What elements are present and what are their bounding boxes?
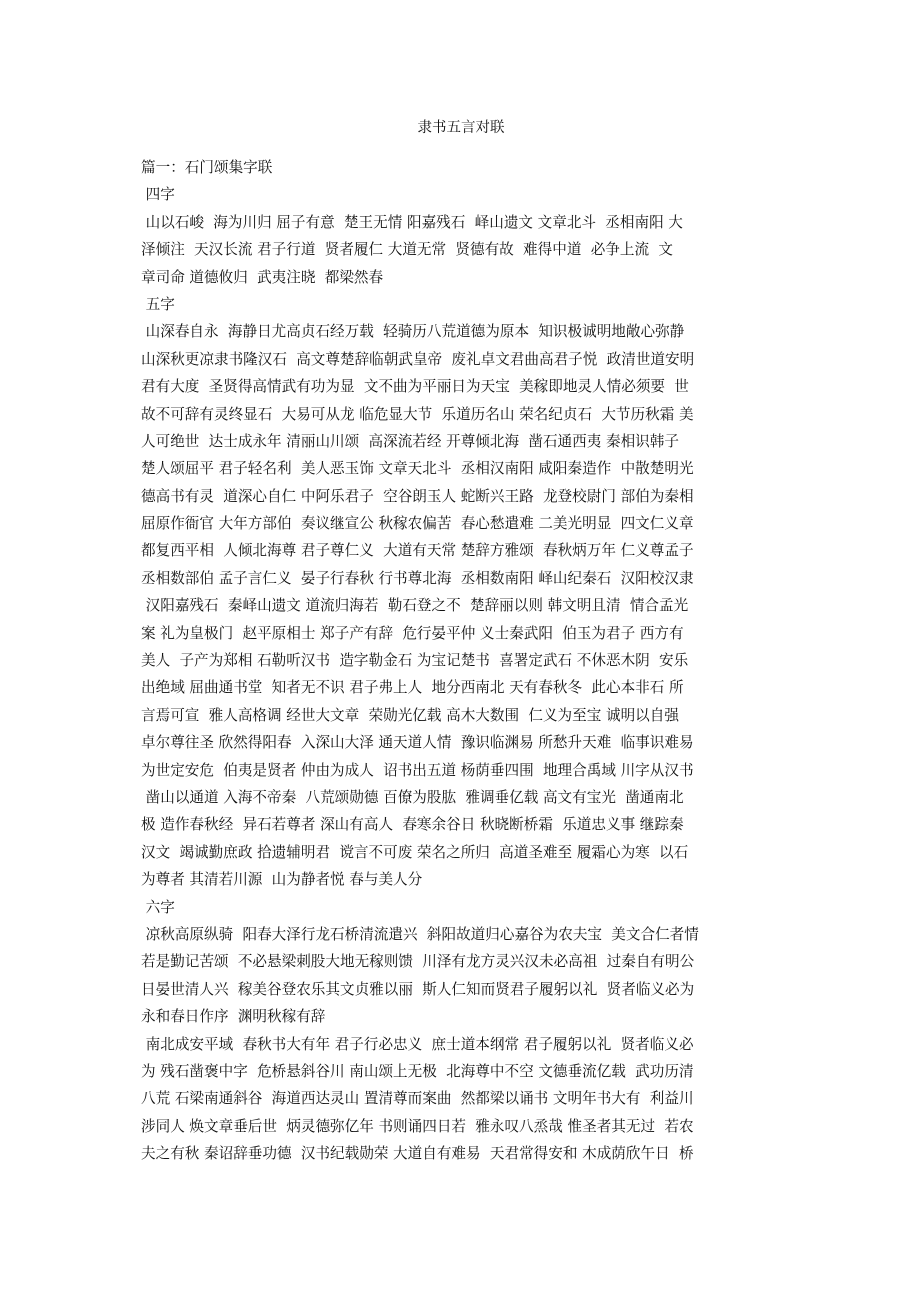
- text-line: 凿山以通道 入海不帝秦 八荒颂勋德 百僚为股肱 雅调垂亿载 高文有宝光 凿通南北: [141, 788, 684, 806]
- text-line: 出绝域 屈曲通书堂 知者无不识 君子弗上人 地分西南北 天有春秋冬 此心本非石 所: [141, 679, 684, 697]
- text-line: 山以石峻 海为川归 屈子有意 楚王无情 阳嘉残石 峄山遗文 文章北斗 丞相南阳 大: [141, 213, 683, 231]
- text-line: 言焉可宣 雅人高格调 经世大文章 荣勋光亿载 高木大数围 仁义为至宝 诚明以自强: [141, 706, 679, 724]
- text-line: 若是勤记苦颂 不必悬梁刺股大地无稼则馈 川泽有龙方灵兴汉未必高祖 过秦自有明公: [141, 953, 695, 971]
- text-line: 极 造作春秋经 异石若尊者 深山有高人 春寒余谷日 秋晓断桥霜 乐道忠义事 继踪秦: [141, 816, 684, 834]
- text-line: 永和春日作序 渊明秋稼有辞: [141, 1008, 326, 1026]
- text-line: 德高书有灵 道深心自仁 中阿乐君子 空谷朗玉人 蛇断兴王路 龙登校尉门 部伯为秦相: [141, 487, 694, 505]
- text-line: 八荒 石梁南通斜谷 海道西达灵山 置清尊而案曲 然都梁以诵书 文明年书大有 利益川: [141, 1090, 694, 1108]
- text-line: 篇一：石门颂集字联: [141, 159, 273, 176]
- text-line: 都复西平相 人倾北海尊 君子尊仁义 大道有天常 楚辞方雅颂 春秋炳万年 仁义尊孟子: [141, 542, 694, 560]
- text-line: 故不可辞有灵终显石 大易可从龙 临危显大节 乐道历名山 荣名纪贞石 大节历秋霜 美: [141, 405, 694, 423]
- text-line: 四字: [141, 186, 175, 204]
- text-line: 丞相数部伯 孟子言仁义 晏子行春秋 行书尊北海 丞相数南阳 峄山纪秦石 汉阳校汉隶: [141, 569, 694, 587]
- text-line: 涉同人 焕文章垂后世 炳灵德弥亿年 书则诵四日若 雅永叹八烝哉 惟圣者其无过 若农: [141, 1117, 694, 1135]
- text-line: 楚人颂屈平 君子轻名利 美人恶玉饰 文章天北斗 丞相汉南阳 咸阳秦造作 中散楚明光: [141, 460, 694, 478]
- text-line: 山深春自永 海静日尤高贞石经万载 轻骑历八荒道德为原本 知识极诚明地敞心弥静: [141, 323, 685, 341]
- text-line: 君有大度 圣贤得高情武有功为显 文不曲为平丽日为天宝 美稼即地灵人情必须要 世: [141, 378, 689, 396]
- text-line: 山深秋更凉隶书隆汉石 高文尊楚辞临朝武皇帝 废礼卓文君曲高君子悦 政清世道安明: [141, 350, 695, 368]
- text-line: 案 礼为皇极门 赵平原相士 郑子产有辞 危行晏平仲 义士秦武阳 伯玉为君子 西方有: [141, 624, 684, 642]
- text-line: 日晏世清人兴 稼美谷登农乐其文贞雅以丽 斯人仁知而贤君子履躬以礼 贤者临义必为: [141, 980, 695, 998]
- document-body: [141, 158, 781, 1171]
- text-line: 六字: [141, 898, 175, 916]
- text-line: 卓尔尊往圣 欣然得阳春 入深山大泽 通天道人情 豫识临渊易 所愁升天难 临事识难易: [141, 734, 694, 752]
- document-title: 隶书五言对联: [417, 120, 505, 136]
- text-line: 美人 子产为郑相 石勒听汉书 造字勒金石 为宝记楚书 喜署定武石 不休恶木阴 安乐: [141, 652, 689, 670]
- text-line: 章司命 道德攸归 武夷注晓 都梁然春: [141, 268, 384, 286]
- text-line: 汉文 竭诚勤庶政 拾遗辅明君 谠言不可废 荣名之所归 高道圣难至 履霜心为寒 以石: [141, 843, 689, 861]
- text-line: 人可绝世 达士成永年 清丽山川颂 高深流若经 开尊倾北海 凿石通西夷 秦相识韩子: [141, 432, 679, 450]
- text-line: 汉阳嘉残石 秦峄山遗文 道流归海若 勒石登之不 楚辞丽以则 韩文明且清 情合孟光: [141, 597, 689, 615]
- text-line: 屈原作衙官 大年方部伯 奏议继宣公 秋稼农偏苦 春心愁遣难 二美光明显 四文仁义章: [141, 515, 694, 533]
- text-line: 南北成安平域 春秋书大有年 君子行必忠义 庶士道本纲常 君子履躬以礼 贤者临义必: [141, 1035, 694, 1053]
- text-line: 为 残石凿褒中字 危桥悬斜谷川 南山颂上无极 北海尊中不空 文德垂流亿载 武功历清: [141, 1062, 694, 1080]
- text-line: 为世定安危 伯夷是贤者 仲由为成人 诏书出五道 杨荫垂四围 地理合禹域 川字从汉书: [141, 761, 694, 779]
- text-line: 夫之有秋 秦诏辞垂功德 汉书纪载勋荣 大道自有难易 天君常得安和 木成荫欣午日 桥: [141, 1145, 694, 1163]
- text-line: 为尊者 其清若川源 山为静者悦 春与美人分: [141, 871, 423, 889]
- text-line: 凉秋高原纵骑 阳春大泽行龙石桥清流遣兴 斜阳故道归心嘉谷为农夫宝 美文合仁者情: [141, 925, 699, 943]
- text-line: 泽倾注 天汉长流 君子行道 贤者履仁 大道无常 贤德有故 难得中道 必争上流 文: [141, 241, 673, 259]
- text-line: 五字: [141, 295, 175, 313]
